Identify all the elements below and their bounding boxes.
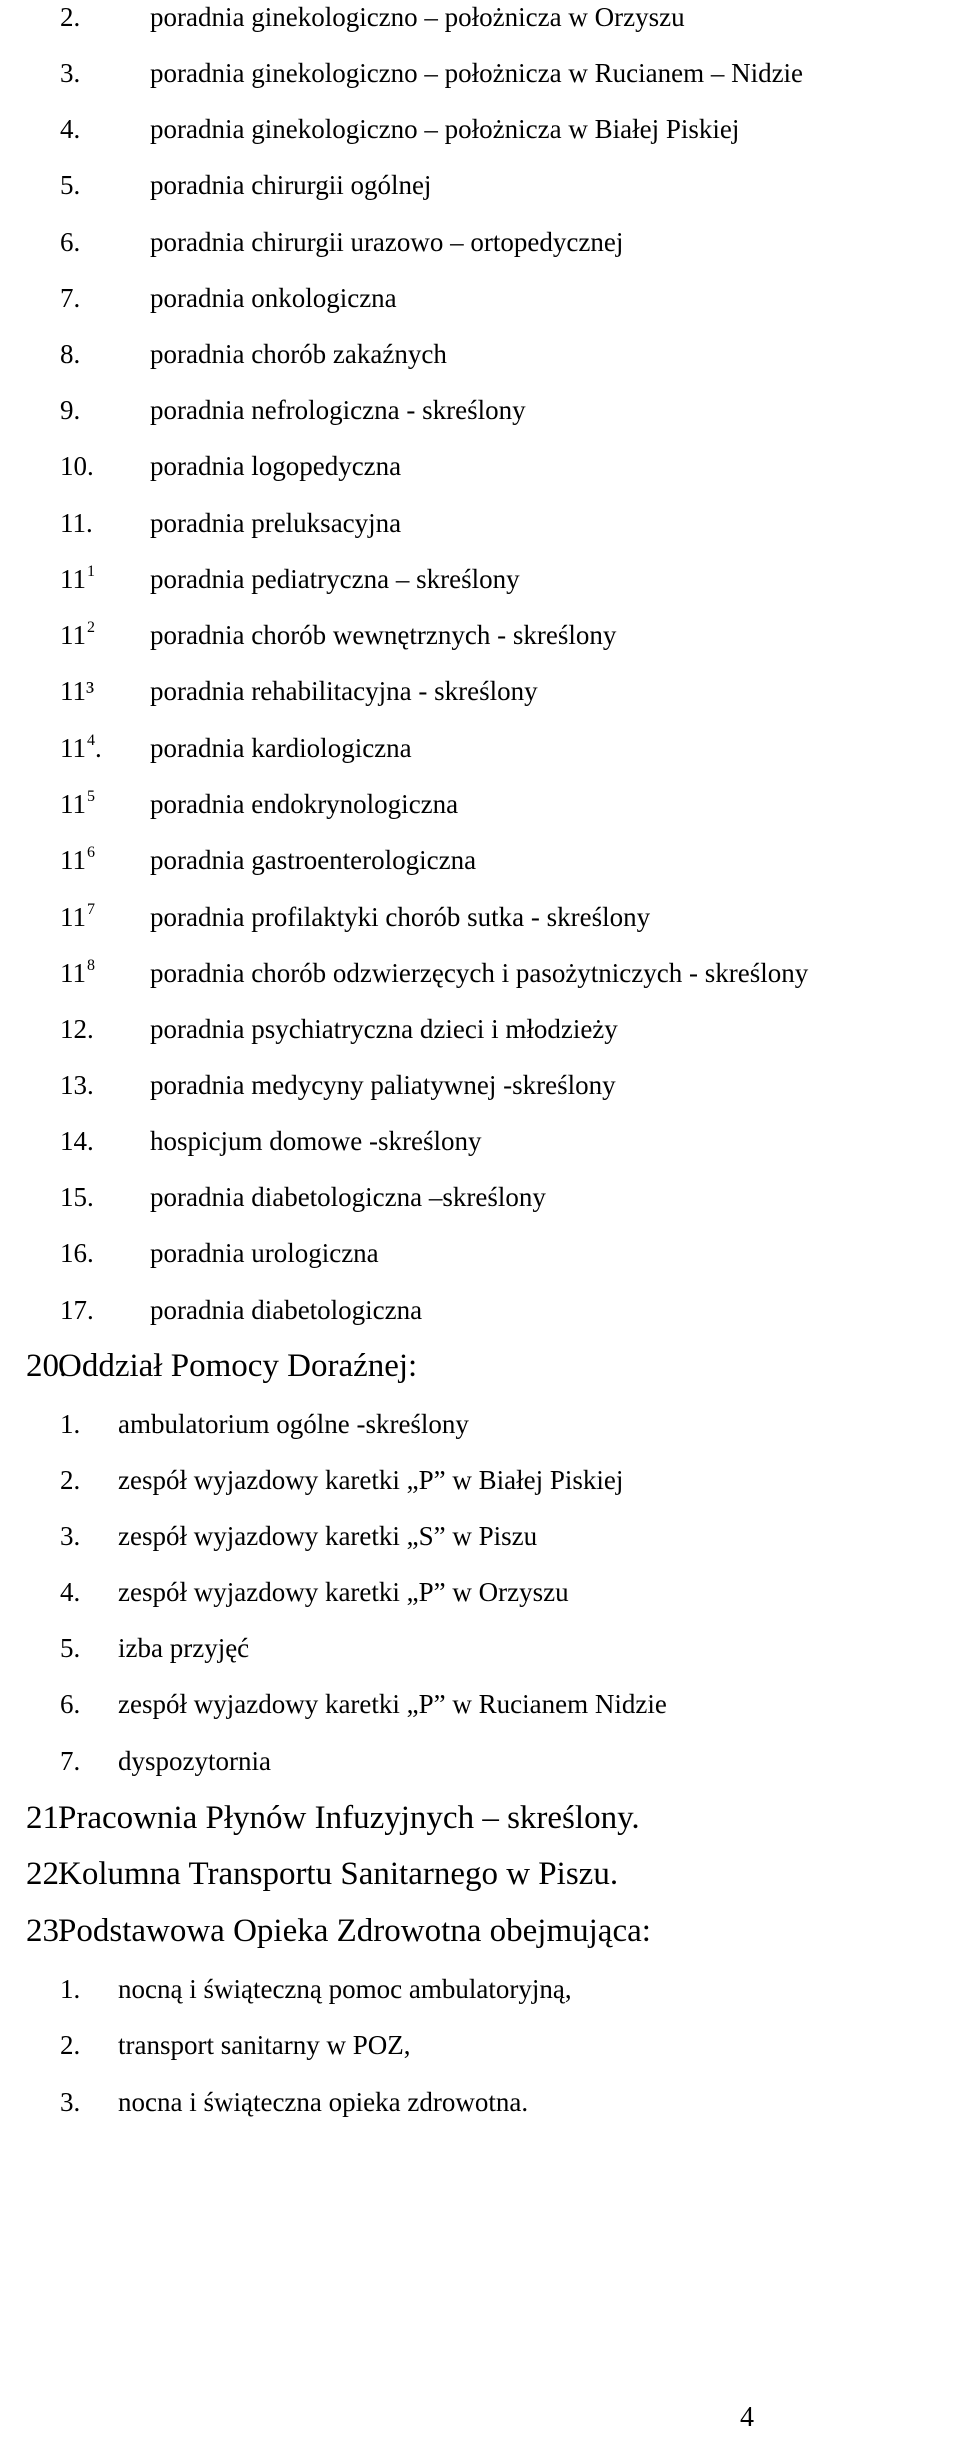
item-number-text: 2. bbox=[60, 2030, 81, 2060]
item-number bbox=[60, 4, 80, 31]
section-heading-text: Kolumna Transportu Sanitarnego w Piszu. bbox=[58, 1856, 619, 1892]
item-text: poradnia diabetologiczna –skreślony bbox=[150, 1182, 546, 1212]
item-number-text: 11³ bbox=[60, 676, 95, 706]
item-number-text: 11 bbox=[60, 845, 86, 875]
item-number-text: 23. bbox=[26, 1913, 68, 1949]
item-text: poradnia pediatryczna – skreślony bbox=[150, 564, 520, 594]
item-number-text: 11 bbox=[60, 902, 86, 932]
item-number bbox=[60, 2032, 80, 2059]
item-text: poradnia ginekologiczno – położnicza w Orzyszu bbox=[150, 2, 685, 32]
item-number-text: 11 bbox=[60, 733, 86, 763]
item-number-text: 10. bbox=[60, 451, 94, 481]
item-text: poradnia ginekologiczno – położnicza w Rucianem – Nidzie bbox=[150, 58, 804, 88]
item-number bbox=[60, 844, 95, 875]
item-text: poradnia diabetologiczna bbox=[150, 1295, 423, 1325]
item-number bbox=[60, 453, 94, 480]
item-number-text: 3. bbox=[60, 1521, 81, 1551]
item-number-text: 5. bbox=[60, 170, 81, 200]
item-number bbox=[60, 678, 94, 705]
page-number: 4 bbox=[740, 2402, 754, 2433]
item-number bbox=[60, 1072, 94, 1099]
item-number bbox=[60, 1128, 94, 1155]
item-number-text: 17. bbox=[60, 1295, 94, 1325]
item-number-text: 15. bbox=[60, 1182, 94, 1212]
item-number bbox=[60, 957, 95, 988]
item-text: poradnia chorób wewnętrznych - skreślony bbox=[150, 620, 617, 650]
item-number-text: 7. bbox=[60, 283, 81, 313]
item-number-text: 7. bbox=[60, 1746, 81, 1776]
item-text: poradnia chirurgii ogólnej bbox=[150, 170, 432, 200]
item-number-text: 21. bbox=[26, 1800, 68, 1836]
item-text: izba przyjęć bbox=[118, 1633, 250, 1663]
item-text: transport sanitarny w POZ, bbox=[118, 2030, 411, 2060]
item-text: poradnia chirurgii urazowo – ortopedycznej bbox=[150, 227, 624, 257]
item-number-text: 3. bbox=[60, 58, 81, 88]
item-text: poradnia ginekologiczno – położnicza w Białej Piskiej bbox=[150, 114, 740, 144]
item-text: poradnia psychiatryczna dzieci i młodzieży bbox=[150, 1014, 618, 1044]
item-text: zespół wyjazdowy karetki „P” w Białej Piskiej bbox=[118, 1465, 624, 1495]
item-number-text: 16. bbox=[60, 1238, 94, 1268]
item-number bbox=[60, 1976, 80, 2003]
item-number-text: 11 bbox=[60, 620, 86, 650]
item-number-text: 1. bbox=[60, 1409, 81, 1439]
item-number bbox=[60, 397, 80, 424]
item-number bbox=[60, 1691, 80, 1718]
item-number-text: 11. bbox=[60, 508, 93, 538]
item-number bbox=[60, 285, 80, 312]
item-number bbox=[60, 341, 80, 368]
item-number bbox=[60, 229, 80, 256]
item-number bbox=[60, 901, 95, 932]
section-heading-text: Oddział Pomocy Doraźnej: bbox=[58, 1348, 418, 1384]
item-number bbox=[60, 116, 80, 143]
item-text: nocną i świąteczną pomoc ambulatoryjną, bbox=[118, 1974, 572, 2004]
item-number-superscript: 5 bbox=[87, 788, 95, 805]
item-number-text: 9. bbox=[60, 395, 81, 425]
section-heading-text: Podstawowa Opieka Zdrowotna obejmująca: bbox=[58, 1913, 651, 1949]
item-number bbox=[60, 510, 93, 537]
item-number bbox=[60, 619, 95, 650]
item-number bbox=[60, 2089, 80, 2116]
item-number-superscript: 4 bbox=[87, 732, 95, 749]
item-number bbox=[60, 1184, 94, 1211]
item-number-text: 8. bbox=[60, 339, 81, 369]
item-text: poradnia nefrologiczna - skreślony bbox=[150, 395, 526, 425]
item-text: poradnia urologiczna bbox=[150, 1238, 379, 1268]
item-number bbox=[60, 1240, 94, 1267]
item-number-text: 11 bbox=[60, 564, 86, 594]
item-number-text: 14. bbox=[60, 1126, 94, 1156]
item-number-text: 13. bbox=[60, 1070, 94, 1100]
item-text: poradnia onkologiczna bbox=[150, 283, 397, 313]
item-number-text: 2. bbox=[60, 2, 81, 32]
item-text: zespół wyjazdowy karetki „P” w Rucianem Nidzie bbox=[118, 1689, 667, 1719]
item-number-text: 2. bbox=[60, 1465, 81, 1495]
item-number bbox=[60, 1523, 80, 1550]
item-number bbox=[60, 1467, 80, 1494]
item-text: poradnia rehabilitacyjna - skreślony bbox=[150, 676, 538, 706]
item-number-text: 20. bbox=[26, 1348, 68, 1384]
item-number-text: 6. bbox=[60, 1689, 81, 1719]
item-text: poradnia gastroenterologiczna bbox=[150, 845, 477, 875]
item-number-text: 6. bbox=[60, 227, 81, 257]
item-text: dyspozytornia bbox=[118, 1746, 271, 1776]
item-number-text: 4. bbox=[60, 1577, 81, 1607]
item-number-superscript: 8 bbox=[87, 957, 95, 974]
item-text: poradnia medycyny paliatywnej -skreślony bbox=[150, 1070, 616, 1100]
item-text: poradnia chorób odzwierzęcych i pasożytniczych - skreślony bbox=[150, 958, 809, 988]
item-number-superscript: 1 bbox=[87, 563, 95, 580]
item-number bbox=[60, 1579, 80, 1606]
item-number bbox=[60, 1411, 80, 1438]
item-text: poradnia logopedyczna bbox=[150, 451, 402, 481]
item-number-text: 4. bbox=[60, 114, 81, 144]
item-number-superscript: 7 bbox=[87, 901, 95, 918]
item-number bbox=[60, 172, 80, 199]
item-number-text: 12. bbox=[60, 1014, 94, 1044]
item-number bbox=[60, 60, 80, 87]
item-text: poradnia preluksacyjna bbox=[150, 508, 402, 538]
item-number-text: 5. bbox=[60, 1633, 81, 1663]
item-number-superscript: 6 bbox=[87, 844, 95, 861]
item-number bbox=[60, 1748, 80, 1775]
item-number bbox=[60, 1297, 94, 1324]
item-number bbox=[60, 732, 102, 763]
item-number-tail: . bbox=[95, 733, 102, 763]
item-number bbox=[60, 1635, 80, 1662]
item-number-text: 11 bbox=[60, 789, 86, 819]
item-text: hospicjum domowe -skreślony bbox=[150, 1126, 482, 1156]
item-text: poradnia endokrynologiczna bbox=[150, 789, 459, 819]
item-number-text: 1. bbox=[60, 1974, 81, 2004]
item-text: poradnia kardiologiczna bbox=[150, 733, 412, 763]
item-number-text: 3. bbox=[60, 2087, 81, 2117]
item-number bbox=[60, 1016, 94, 1043]
item-text: zespół wyjazdowy karetki „S” w Piszu bbox=[118, 1521, 538, 1551]
item-number bbox=[60, 563, 95, 594]
item-text: poradnia chorób zakaźnych bbox=[150, 339, 447, 369]
item-number bbox=[60, 788, 95, 819]
item-text: zespół wyjazdowy karetki „P” w Orzyszu bbox=[118, 1577, 569, 1607]
item-number-text: 22. bbox=[26, 1856, 68, 1892]
section-heading-text: Pracownia Płynów Infuzyjnych – skreślony. bbox=[58, 1800, 640, 1836]
item-text: ambulatorium ogólne -skreślony bbox=[118, 1409, 469, 1439]
item-text: nocna i świąteczna opieka zdrowotna. bbox=[118, 2087, 529, 2117]
item-text: poradnia profilaktyki chorób sutka - skreślony bbox=[150, 902, 651, 932]
item-number-text: 11 bbox=[60, 958, 86, 988]
item-number-superscript: 2 bbox=[87, 619, 95, 636]
